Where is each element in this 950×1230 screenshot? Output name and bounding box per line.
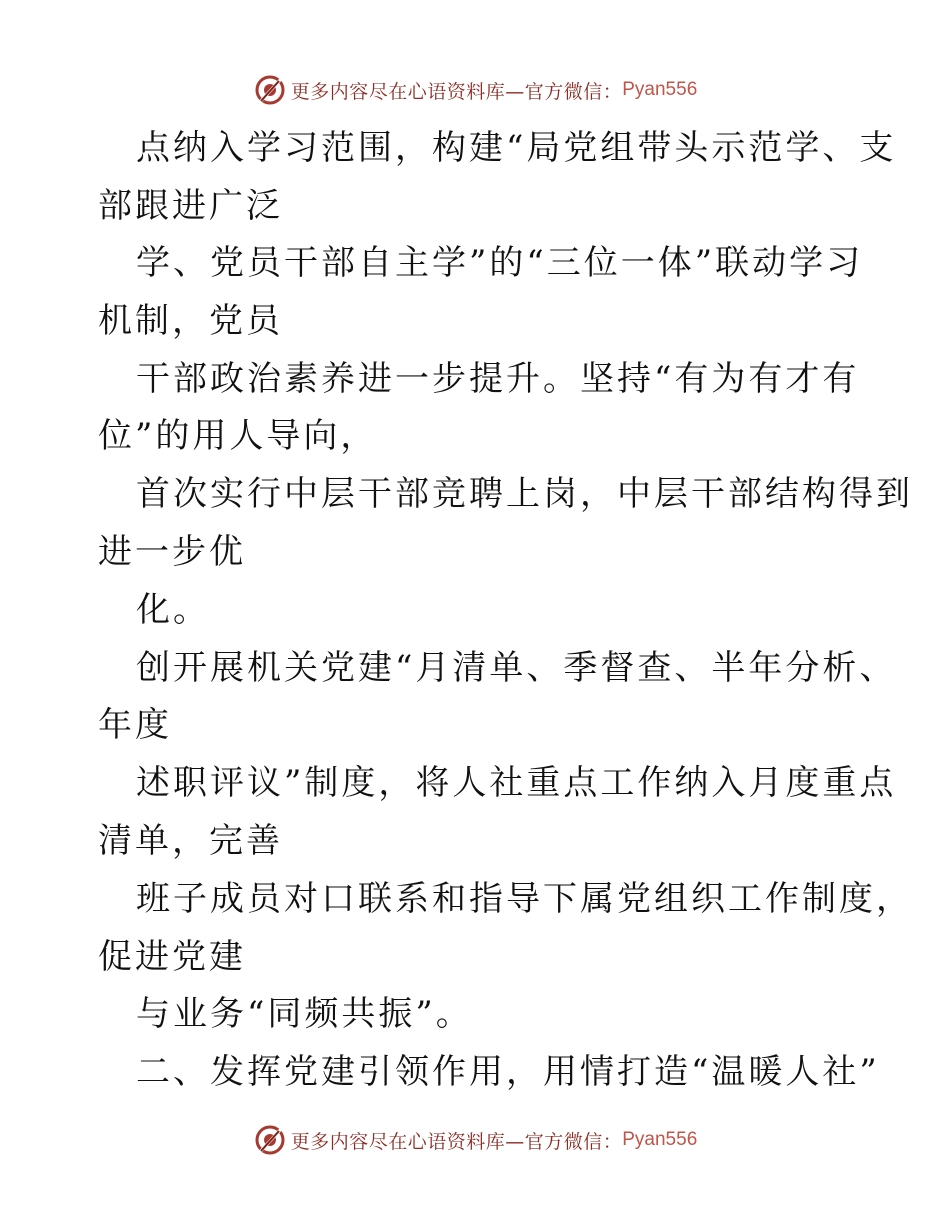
- wechat-id: Pyan556: [622, 79, 698, 100]
- brand-logo-icon: [253, 73, 287, 107]
- banner-text: 更多内容尽在心语资料库—官方微信：: [290, 1130, 623, 1153]
- banner-text: 更多内容尽在心语资料库—官方微信：: [290, 80, 623, 103]
- body-line: 干部政治素养进一步提升。坚持“有为有才有: [136, 359, 860, 399]
- header-banner: [0, 70, 950, 110]
- body-line: 年度: [98, 705, 172, 745]
- brand-logo-icon: [253, 1123, 287, 1157]
- body-line: 化。: [136, 590, 210, 630]
- body-line: 点纳入学习范围，构建“局党组带头示范学、支: [136, 128, 897, 168]
- body-line: 学、党员干部自主学”的“三位一体”联动学习: [136, 243, 864, 283]
- body-line: 进一步优: [98, 532, 246, 572]
- body-line: 清单，完善: [98, 821, 283, 861]
- body-line: 班子成员对口联系和指导下属党组织工作制度，: [136, 879, 913, 919]
- body-line: 部跟进广泛: [98, 186, 283, 226]
- body-line: 创开展机关党建“月清单、季督查、半年分析、: [136, 648, 897, 688]
- body-line: 位”的用人导向，: [98, 416, 378, 456]
- wechat-id: Pyan556: [622, 1129, 698, 1150]
- body-line: 述职评议”制度，将人社重点工作纳入月度重点: [136, 763, 897, 803]
- body-line: 首次实行中层干部竞聘上岗，中层干部结构得到: [136, 474, 913, 514]
- body-line: 促进党建: [98, 937, 246, 977]
- body-line: 与业务“同频共振”。: [136, 994, 473, 1034]
- footer-banner: [0, 1120, 950, 1160]
- body-line: 二、发挥党建引领作用，用情打造“温暖人社”: [136, 1052, 880, 1092]
- body-line: 机制，党员: [98, 301, 283, 341]
